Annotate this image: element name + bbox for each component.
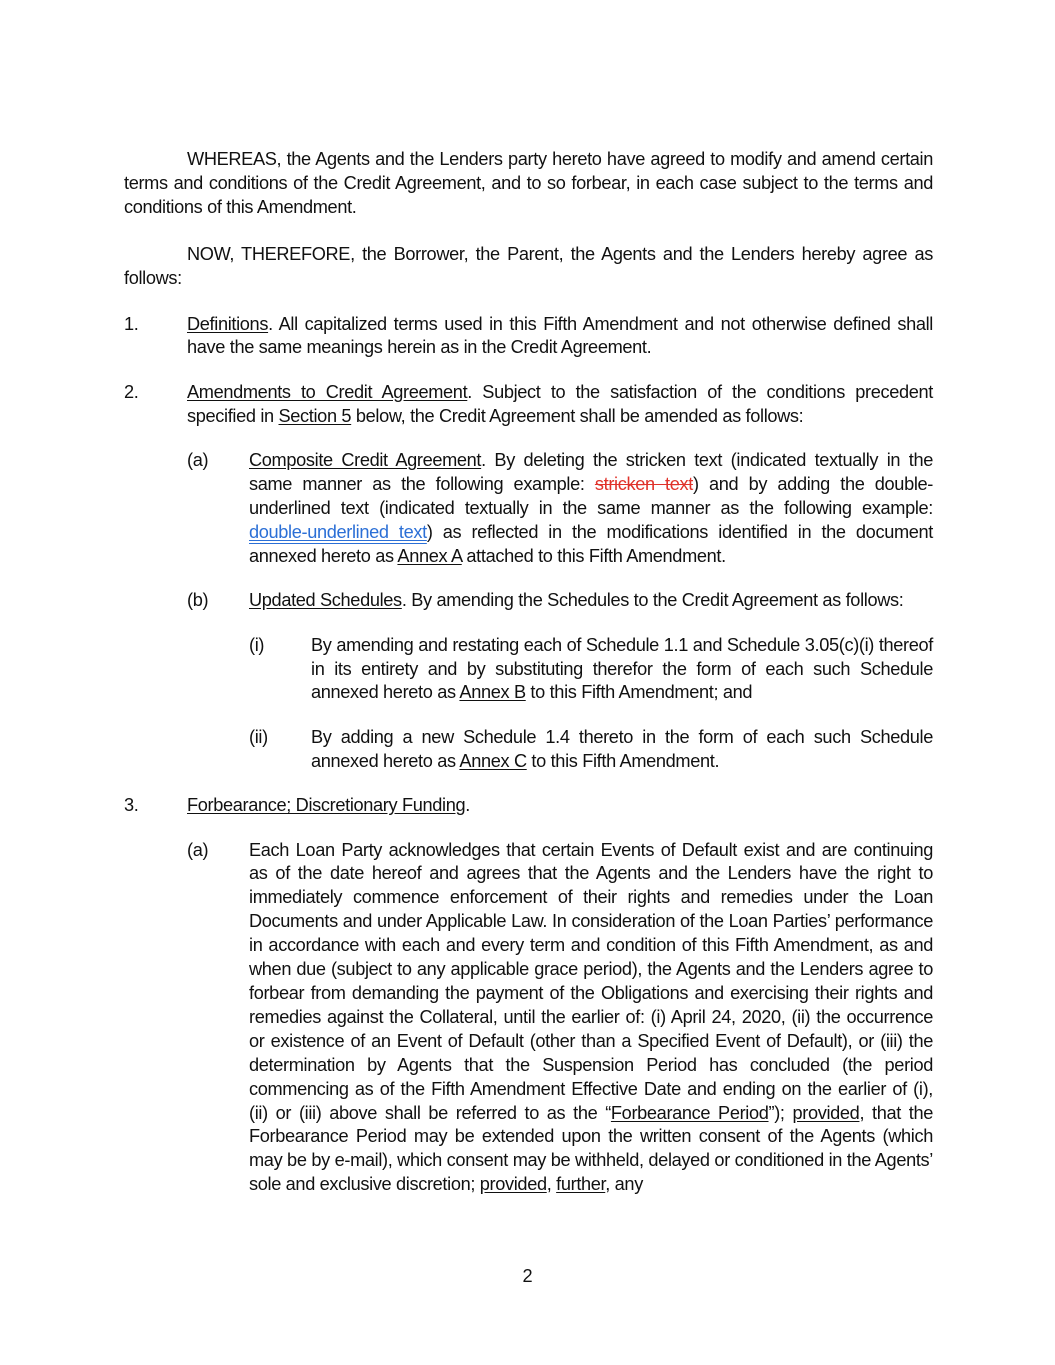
document-page (124, 148, 933, 1197)
stricken-text-example: stricken text (594, 474, 693, 495)
section-3a-text: Each Loan Party acknowledges that certain Events of Default exist and are continuing as of the date hereof and agrees that the Agents and the Lenders have the right to immediately commence enforcement of their rights and remedies under the Loan Documents and under Applicable Law. In consideration of the Loan Parties’ performance in accordance with each and every term and condition of this Fifth Amendment, as and when due (subject to any applicable grace period), the Agents and the Lenders agree to forbear from demanding the payment of the Obligations and exercising their rights and remedies against the Collateral, until the earlier of: (i) April 24, 2020, (ii) the occurrence or existence of an Event of Default (other than a Specified Event of Default), or (iii) the determination by Agents that the Suspension Period has concluded (the period commencing as of the Fifth Amendment Effective Date and ending on the earlier of (i), (ii) or (iii) above shall be referred to as the “ (249, 839, 933, 1123)
annex-a-reference: Annex A (397, 545, 462, 566)
section-2 (124, 381, 933, 429)
double-underlined-example: double-underlined text (249, 521, 427, 542)
section-2b (124, 589, 933, 613)
annex-b-reference: Annex B (459, 682, 526, 703)
section-2b-text: . By amending the Schedules to the Credit Agreement as follows: (401, 590, 904, 611)
section-3 (124, 794, 933, 818)
page-number: 2 (522, 1266, 533, 1286)
section-2a-label: (a) (187, 450, 209, 471)
section-1-text: . All capitalized terms used in this Fifth Amendment and not otherwise defined shall have the same meanings herein as in the Credit Agreement. (187, 313, 933, 358)
section-2b-i-text: By amending and restating each of Schedule 1.1 and Schedule 3.05(c)(i) thereof in its entirety and by substituting therefor the form of each such Schedule annexed hereto as (311, 634, 933, 703)
section-2b-ii-text-end: to this Fifth Amendment. (526, 750, 720, 771)
section-2b-i-text-end: to this Fifth Amendment; and (525, 682, 753, 703)
section-2b-i-label: (i) (249, 634, 265, 655)
section-5-reference: Section 5 (278, 405, 352, 426)
section-1-number: 1. (124, 313, 139, 334)
section-2b-ii (124, 726, 933, 774)
section-1-heading: Definitions (187, 313, 269, 334)
section-2a-heading: Composite Credit Agreement (249, 450, 482, 471)
section-2-number: 2. (124, 381, 139, 402)
section-2a-text-2: ) and by adding the double-underlined text (indicated textually in the same manner as the following example: (249, 474, 933, 518)
section-2a-text: . By deleting the stricken text (indicated textually in the same manner as the following example: (249, 450, 933, 495)
section-2b-ii-label: (ii) (249, 726, 268, 747)
section-2b-body (249, 589, 933, 613)
section-3a-label: (a) (187, 839, 209, 860)
section-3a-text-4: , (546, 1174, 557, 1195)
section-3-body (187, 794, 933, 818)
whereas-paragraph: WHEREAS, the Agents and the Lenders party hereto have agreed to modify and amend certain terms and conditions of the Credit Agreement, and to so forbear, in each case subject to the terms and conditions of this Amendment. (124, 149, 933, 217)
section-2-heading: Amendments to Credit Agreement (187, 381, 468, 402)
section-2b-i-body (311, 634, 933, 706)
forbearance-period-term: Forbearance Period (610, 1102, 769, 1123)
now-therefore-paragraph: NOW, THEREFORE, the Borrower, the Parent, the Agents and the Lenders hereby agree as follows: (124, 244, 933, 289)
section-1 (124, 313, 933, 361)
section-3a-text-2: ”); (768, 1102, 793, 1123)
section-3-heading-end: . (465, 795, 470, 816)
section-2a-text-4: attached to this Fifth Amendment. (461, 545, 726, 566)
section-3-heading: Forbearance; Discretionary Funding (187, 795, 466, 816)
section-3a-text-3: , that the Forbearance Period may be extended upon the written consent of the Agents (which may be by e-mail), which consent may be withheld, delayed or conditioned in the Agents’ sole and exclusive discretion; (249, 1102, 934, 1195)
section-2-body (187, 381, 933, 429)
section-2-text: . Subject to the satisfaction of the conditions precedent specified in (187, 381, 933, 426)
section-1-body (187, 313, 933, 361)
section-3-number: 3. (124, 795, 139, 816)
section-2b-ii-text: By adding a new Schedule 1.4 thereto in the form of each such Schedule annexed hereto as (311, 726, 933, 771)
annex-c-reference: Annex C (459, 750, 527, 771)
section-2b-label: (b) (187, 590, 209, 611)
further-term: further (556, 1174, 606, 1195)
section-3a-text-5: , any (605, 1174, 643, 1195)
section-2b-i (124, 634, 933, 706)
section-3a-body (249, 839, 933, 1198)
section-2b-heading: Updated Schedules (249, 590, 402, 611)
section-2a-body (249, 449, 933, 569)
section-2a-text-3: ) as reflected in the modifications identified in the document annexed hereto as (249, 521, 933, 566)
section-3a (124, 839, 933, 1198)
section-2-text-end: below, the Credit Agreement shall be amended as follows: (351, 405, 804, 426)
section-2a (124, 449, 933, 569)
provided-term-2: provided (479, 1174, 547, 1195)
section-2b-ii-body (311, 726, 933, 774)
provided-term: provided (792, 1102, 860, 1123)
